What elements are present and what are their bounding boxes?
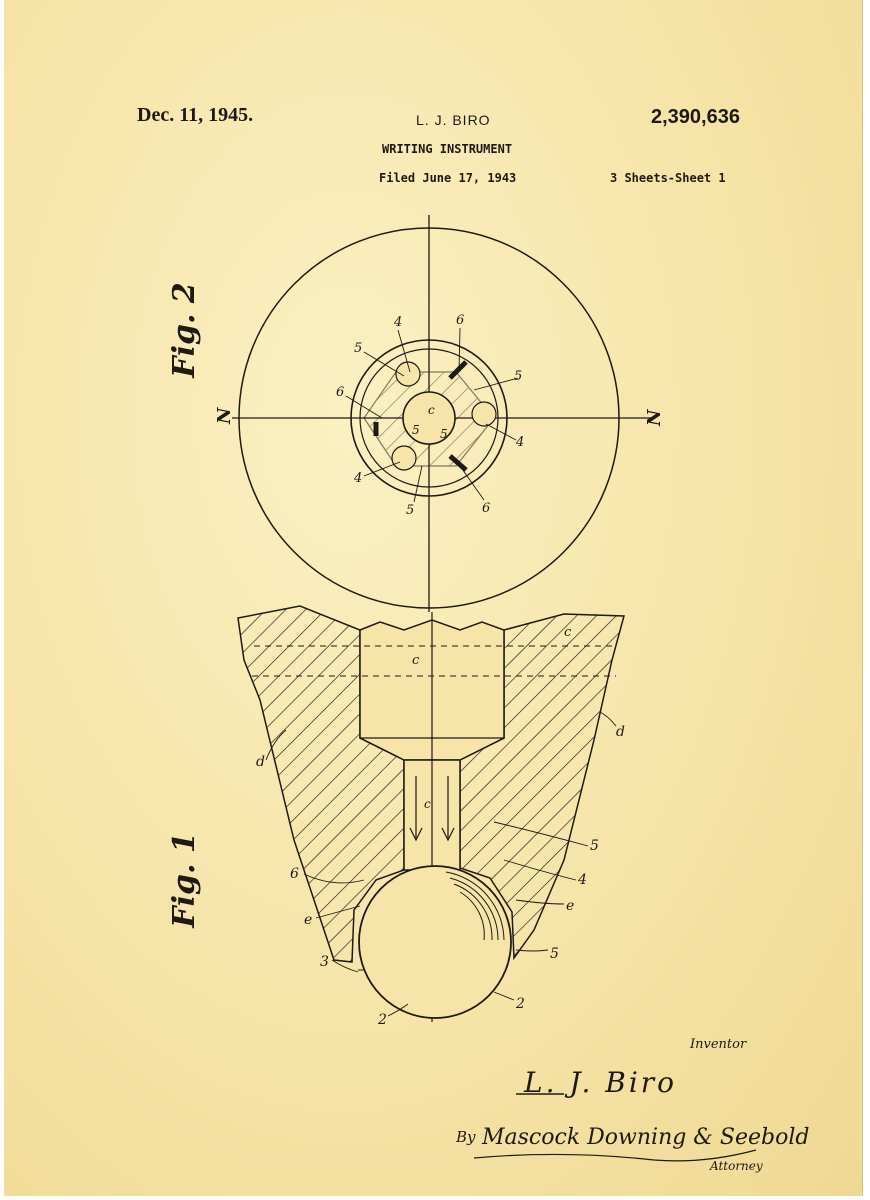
fig1-callout: 4 (578, 872, 587, 888)
fig1-callout: c (412, 653, 420, 668)
fig1-callout: 6 (290, 866, 299, 882)
fig1-label: Fig. 1 (167, 832, 202, 928)
fig1-callout: d (256, 754, 265, 770)
inventor-name-header: L. J. BIRO (416, 112, 491, 128)
fig2-callout: 5 (406, 503, 415, 518)
fig1-callout: 5 (590, 838, 599, 854)
fig1-writing-ball (359, 866, 511, 1018)
fig2-end-view (232, 215, 652, 612)
filing-date: Filed June 17, 1943 (379, 171, 517, 185)
fig2-feed-channel (392, 446, 416, 470)
fig2-callout: c (428, 403, 435, 417)
fig2-callout: 4 (394, 315, 403, 330)
inventor-caption: Inventor (690, 1037, 747, 1052)
attorney-signature: Mascock Downing & Seebold (482, 1125, 810, 1150)
fig1-section-view (238, 606, 624, 1022)
fig1-callout: 5 (550, 946, 559, 962)
fig1-callout: 2 (516, 996, 525, 1012)
patent-sheet (4, 0, 863, 1196)
inventor-signature: L. J. Biro (524, 1066, 678, 1099)
fig1-callout: c (564, 625, 572, 640)
fig2-callout: 5 (440, 427, 448, 441)
fig2-callout: 6 (336, 385, 345, 400)
fig2-feed-channel (472, 402, 496, 426)
fig1-callout: e (566, 898, 575, 914)
sheet-count: 3 Sheets-Sheet 1 (610, 171, 726, 185)
fig2-callout: 5 (514, 369, 523, 384)
fig2-callout: 6 (456, 313, 465, 328)
fig2-callout: 4 (516, 435, 525, 450)
fig2-callout: 5 (354, 341, 363, 356)
fig2-callout: 5 (412, 423, 420, 437)
by-prefix: By (456, 1128, 476, 1146)
attorney-caption: Attorney (710, 1159, 763, 1173)
section-mark-right: N (644, 409, 665, 426)
patent-number: 2,390,636 (651, 106, 740, 128)
patent-drawing (4, 0, 862, 1196)
fig2-callout: 4 (354, 471, 363, 486)
fig1-callout: 2 (378, 1012, 387, 1028)
fig1-callout: e (304, 912, 313, 928)
fig2-label: Fig. 2 (167, 282, 202, 378)
section-mark-left: N (214, 407, 235, 424)
fig1-callout: d (616, 724, 625, 740)
patent-date: Dec. 11, 1945. (137, 104, 254, 126)
invention-title: WRITING INSTRUMENT (382, 142, 513, 156)
fig1-callout: c (424, 797, 431, 811)
fig1-callout: 3 (320, 954, 329, 970)
fig2-callout: 6 (482, 501, 491, 516)
